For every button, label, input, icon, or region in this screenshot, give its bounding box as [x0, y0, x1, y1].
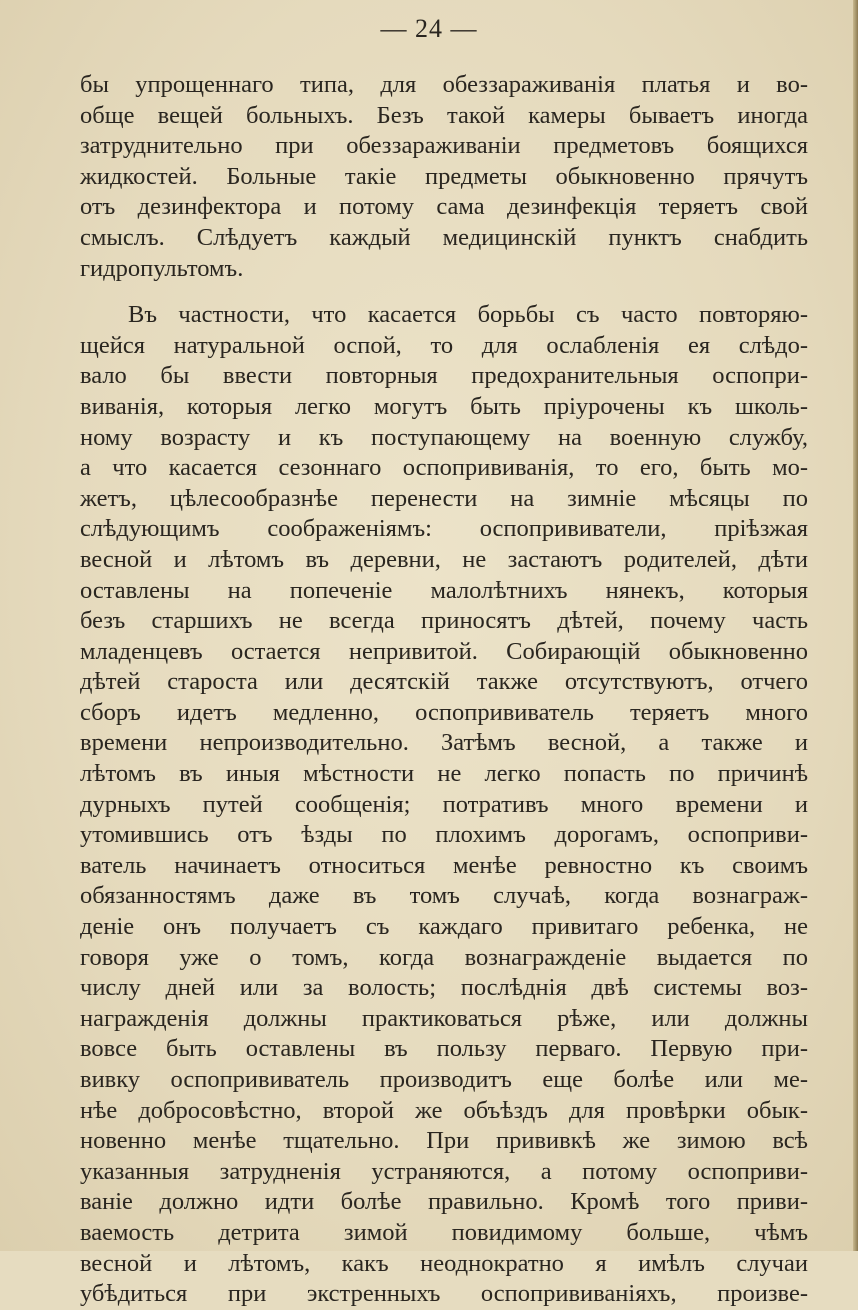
- paragraph-1: [80, 70, 808, 284]
- paragraph-spacer: [80, 284, 808, 300]
- text-line: отъ дезинфектора и потому сама дезинфекція теряетъ свой: [80, 193, 808, 221]
- text-line: слѣдующимъ соображеніямъ: оспопрививатели, пріѣзжая: [80, 515, 808, 543]
- text-line: бы упрощеннаго типа, для обеззараживанія платья и во-: [80, 71, 808, 98]
- text-line: говоря уже о томъ, когда вознагражденіе выдается по: [80, 943, 808, 971]
- text-line: оставлены на попеченіе малолѣтнихъ нянекъ, которыя: [80, 576, 808, 604]
- text-line: ваемость детрита зимой повидимому больше, чѣмъ: [80, 1218, 808, 1246]
- text-line: жидкостей. Больные такіе предметы обыкновенно прячутъ: [80, 162, 808, 190]
- text-line: числу дней или за волость; послѣднія двѣ системы воз-: [80, 974, 808, 1002]
- text-line: нѣе добросовѣстно, второй же объѣздъ для провѣрки обык-: [80, 1096, 808, 1124]
- paragraph-2: [80, 300, 808, 1310]
- text-line: лѣтомъ въ иныя мѣстности не легко попасть по причинѣ: [80, 760, 808, 788]
- text-line: времени непроизводительно. Затѣмъ весной, а также и: [80, 729, 808, 757]
- text-line: затруднительно при обеззараживаніи предметовъ боящихся: [80, 132, 808, 160]
- text-line: виванія, которыя легко могутъ быть пріурочены къ школь-: [80, 392, 808, 420]
- text-line: новенно менѣе тщательно. При прививкѣ же зимою всѣ: [80, 1127, 808, 1155]
- text-line: убѣдиться при экстренныхъ оспопрививаніяхъ, произве-: [80, 1280, 808, 1308]
- text-line: весной и лѣтомъ въ деревни, не застаютъ родителей, дѣти: [80, 545, 808, 573]
- text-line: ваніе должно идти болѣе правильно. Кромѣ того приви-: [80, 1188, 808, 1216]
- text-line: обязанностямъ даже въ томъ случаѣ, когда вознаграж-: [80, 882, 808, 910]
- text-line: обще вещей больныхъ. Безъ такой камеры бываетъ иногда: [80, 101, 808, 129]
- text-line: смыслъ. Слѣдуетъ каждый медицинскій пунктъ снабдить: [80, 223, 808, 251]
- text-line: младенцевъ остается непривитой. Собирающій обыкновенно: [80, 637, 808, 665]
- text-line: гидропультомъ.: [80, 254, 244, 282]
- text-line: ному возрасту и къ поступающему на военную службу,: [80, 423, 808, 451]
- text-line: вивку оспопрививатель производитъ еще болѣе или ме-: [80, 1066, 808, 1093]
- text-line: вовсе быть оставлены въ пользу перваго. Первую при-: [80, 1035, 808, 1063]
- text-line: щейся натуральной оспой, то для ослабленія ея слѣдо-: [80, 331, 808, 359]
- page-body-text: [80, 70, 808, 1310]
- text-line: награжденія должны практиковаться рѣже, или должны: [80, 1004, 808, 1032]
- text-line: вало бы ввести повторныя предохранительныя оспопри-: [80, 362, 808, 390]
- text-line: указанныя затрудненія устраняются, а потому оспоприви-: [80, 1157, 808, 1185]
- text-line: жетъ, цѣлесообразнѣе перенести на зимніе мѣсяцы по: [80, 484, 808, 512]
- text-line: безъ старшихъ не всегда приносятъ дѣтей, почему часть: [80, 607, 808, 635]
- text-line: утомившись отъ ѣзды по плохимъ дорогамъ, оспоприви-: [80, 821, 808, 849]
- page-edge-shadow: [853, 0, 858, 1251]
- text-line: Въ частности, что касается борьбы съ часто повторяю-: [128, 301, 808, 329]
- text-line: сборъ идетъ медленно, оспопрививатель теряетъ много: [80, 698, 808, 726]
- text-line: ватель начинаетъ относиться менѣе ревностно къ своимъ: [80, 851, 808, 879]
- text-line: а что касается сезоннаго оспопрививанія, то его, быть мо-: [80, 454, 808, 482]
- text-line: дурныхъ путей сообщенія; потративъ много времени и: [80, 790, 808, 818]
- text-line: дѣтей староста или десятскій также отсутствуютъ, отчего: [80, 668, 808, 696]
- page-number: — 24 —: [380, 14, 478, 43]
- text-line: весной и лѣтомъ, какъ неоднократно я имѣлъ случаи: [80, 1249, 808, 1277]
- text-line: деніе онъ получаетъ съ каждаго привитаго ребенка, не: [80, 913, 808, 941]
